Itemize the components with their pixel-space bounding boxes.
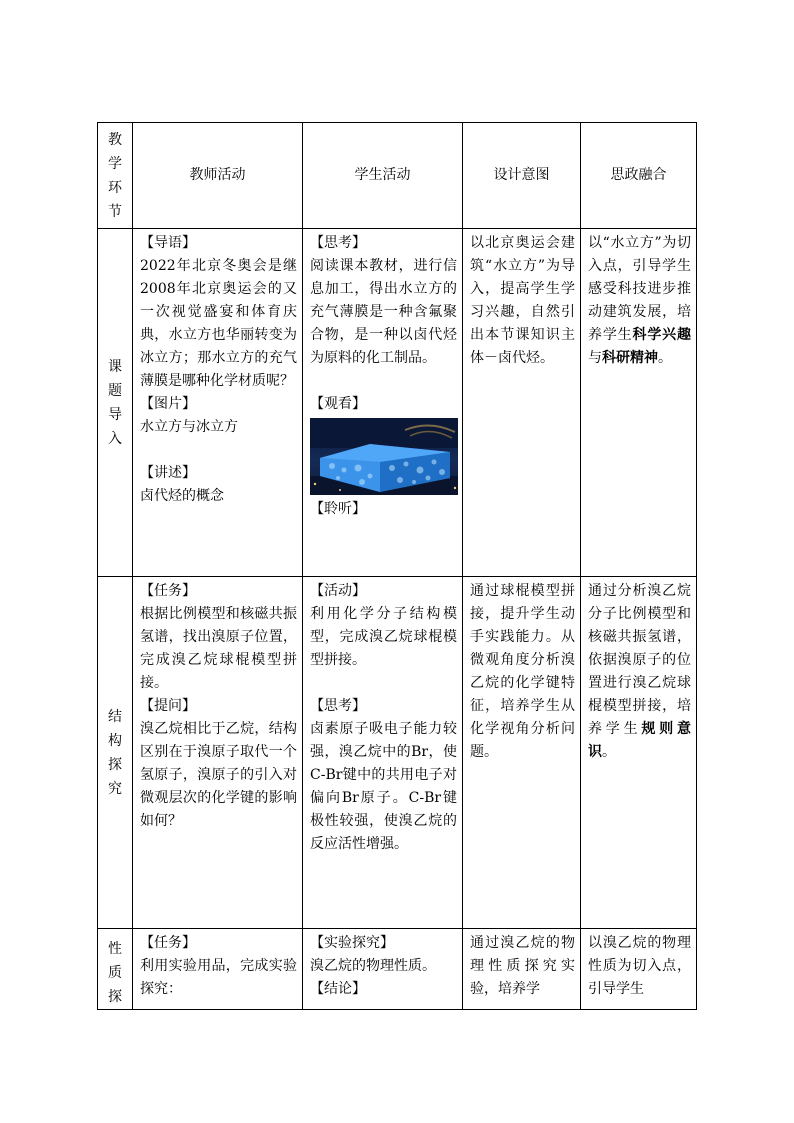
student-tag: 【聆听】 bbox=[310, 501, 366, 517]
teacher-text: 卤代烃的概念 bbox=[140, 488, 224, 504]
teacher-tag: 【任务】 bbox=[140, 935, 196, 951]
teacher-tag: 【任务】 bbox=[140, 583, 196, 599]
teacher-text: 利用实验用品，完成实验探究： bbox=[140, 958, 297, 997]
design-text: 以北京奥运会建筑“水立方”为导入，提高学生学习兴趣，自然引出本节课知识主体－卤代烃。 bbox=[470, 235, 575, 366]
student-text: 卤素原子吸电子能力较强，溴乙烷中的Br，使 C-Br键中的共用电子对偏向Br原子。C-Br键极性较强，使溴乙烷的反应活性增强。 bbox=[310, 721, 457, 852]
ideology-cell-property bbox=[581, 929, 697, 1010]
teacher-text: 溴乙烷相比于乙烷，结构区别在于溴原子取代一个氢原子，溴原子的引入对微观层次的化学键的影响如何？ bbox=[140, 721, 297, 829]
ideology-keyword: 科学兴趣 bbox=[632, 327, 691, 343]
student-tag: 【思考】 bbox=[310, 698, 366, 714]
design-cell-structure bbox=[463, 577, 581, 929]
student-cell-structure bbox=[303, 577, 463, 929]
design-cell-property bbox=[463, 929, 581, 1010]
table-row-structure bbox=[98, 577, 697, 929]
student-cell-intro bbox=[303, 229, 463, 577]
ideology-text: 通过分析溴乙烷分子比例模型和核磁共振氢谱，依据溴原子的位置进行溴乙烷球棍模型拼接，培养学生规则意识。 bbox=[588, 583, 692, 760]
teacher-tag: 【讲述】 bbox=[140, 465, 196, 481]
teacher-tag: 【导语】 bbox=[140, 235, 196, 251]
water-cube-photo bbox=[310, 418, 458, 495]
student-text: 溴乙烷的物理性质。 bbox=[310, 958, 436, 974]
student-cell-property bbox=[303, 929, 463, 1010]
stage-cell-intro: 课题导入 bbox=[98, 229, 133, 577]
teacher-cell-intro bbox=[133, 229, 303, 577]
header-ideology: 思政融合 bbox=[581, 123, 697, 229]
student-tag: 【结论】 bbox=[310, 981, 366, 997]
student-tag: 【观看】 bbox=[310, 396, 366, 412]
ideology-keyword: 规则意识 bbox=[588, 721, 692, 760]
teacher-cell-property bbox=[133, 929, 303, 1010]
teacher-cell-structure bbox=[133, 577, 303, 929]
student-tag: 【思考】 bbox=[310, 235, 366, 251]
student-tag: 【活动】 bbox=[310, 583, 366, 599]
header-teacher-activity: 教师活动 bbox=[133, 123, 303, 229]
stage-cell-property: 性质探 bbox=[98, 929, 133, 1010]
header-student-activity: 学生活动 bbox=[303, 123, 463, 229]
design-text: 通过球棍模型拼接，提升学生动手实践能力。从微观角度分析溴乙烷的化学键特征，培养学生从化学视角分析问题。 bbox=[470, 583, 575, 760]
header-stage: 教学环节 bbox=[98, 123, 133, 229]
table-row-intro bbox=[98, 229, 697, 577]
table-header-row bbox=[98, 123, 697, 229]
ideology-text: 以溴乙烷的物理性质为切入点，引导学生 bbox=[588, 935, 691, 997]
ideology-cell-structure bbox=[581, 577, 697, 929]
student-text: 阅读课本教材，进行信息加工，得出水立方的充气薄膜是一种含氟聚合物，是一种以卤代烃为原料的化工制品。 bbox=[310, 258, 457, 366]
teacher-tag: 【图片】 bbox=[140, 396, 196, 412]
design-cell-intro bbox=[463, 229, 581, 577]
ideology-text: 以“水立方”为切入点，引导学生感受科技进步推动建筑发展，培养学生科学兴趣与科研精神。 bbox=[588, 235, 691, 366]
design-text: 通过溴乙烷的物理性质探究实验，培养学 bbox=[470, 935, 575, 997]
teacher-text: 水立方与冰立方 bbox=[140, 419, 238, 435]
teacher-text: 2022年北京冬奥会是继2008年北京奥运会的又一次视觉盛宴和体育庆典，水立方也华丽转变为冰立方；那水立方的充气薄膜是哪种化学材质呢？ bbox=[140, 258, 297, 389]
student-tag: 【实验探究】 bbox=[310, 935, 394, 951]
student-text: 利用化学分子结构模型，完成溴乙烷球棍模型拼接。 bbox=[310, 606, 457, 668]
stage-cell-structure: 结构探究 bbox=[98, 577, 133, 929]
ideology-cell-intro bbox=[581, 229, 697, 577]
teacher-tag: 【提问】 bbox=[140, 698, 196, 714]
teacher-text: 根据比例模型和核磁共振氢谱，找出溴原子位置，完成溴乙烷球棍模型拼接。 bbox=[140, 606, 297, 691]
lesson-plan-table bbox=[97, 122, 697, 1010]
ideology-keyword: 科研精神 bbox=[602, 350, 658, 366]
header-design-intent: 设计意图 bbox=[463, 123, 581, 229]
table-row-property bbox=[98, 929, 697, 1010]
